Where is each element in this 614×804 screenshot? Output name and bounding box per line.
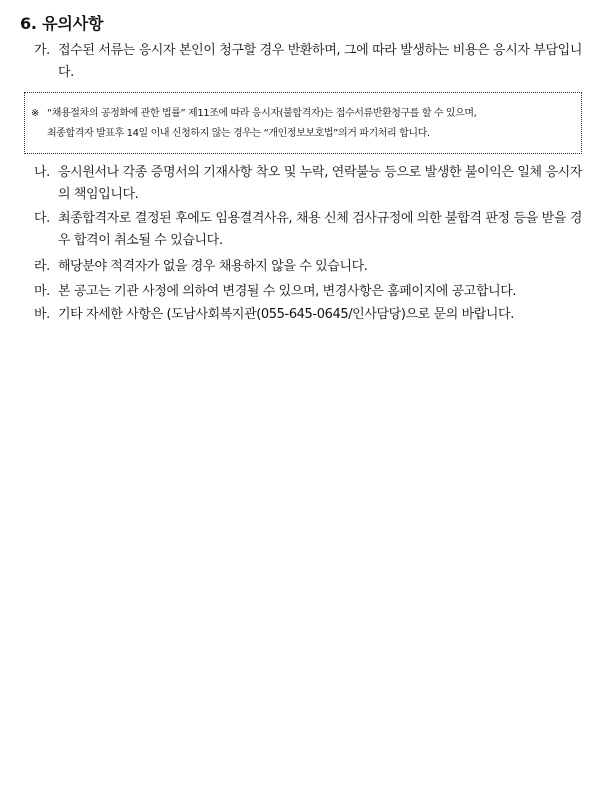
notice-item-ga bbox=[34, 40, 582, 84]
item-text: 접수된 서류는 응시자 본인이 청구할 경우 반환하며, 그에 따라 발생하는 비용은 응시자 부담입니다. bbox=[58, 43, 582, 80]
note-line-1: “채용절차의 공정화에 관한 법률” 제11조에 따라 응시자(불합격자)는 접수서류반환청구를 할 수 있으며, bbox=[47, 108, 477, 119]
item-marker: 다. bbox=[34, 211, 50, 226]
notice-item-ma bbox=[34, 281, 582, 303]
item-text: 응시원서나 각종 증명서의 기재사항 착오 및 누락, 연락불능 등으로 발생한 불이익은 일체 응시자의 책임입니다. bbox=[58, 165, 582, 202]
item-text: 본 공고는 기관 사정에 의하여 변경될 수 있으며, 변경사항은 홈페이지에 공고합니다. bbox=[58, 284, 517, 299]
notice-item-da bbox=[34, 208, 582, 252]
item-text: 기타 자세한 사항은 (도남사회복지관(055-645-0645/인사담당)으로 문의 바랍니다. bbox=[58, 307, 514, 322]
item-marker: 나. bbox=[34, 165, 50, 180]
item-marker: 라. bbox=[34, 259, 50, 274]
note-box bbox=[24, 92, 582, 154]
item-text: 해당분야 적격자가 없을 경우 채용하지 않을 수 있습니다. bbox=[58, 259, 368, 274]
item-marker: 마. bbox=[34, 284, 50, 299]
item-marker: 바. bbox=[34, 307, 50, 322]
notice-item-na bbox=[34, 162, 582, 206]
item-marker: 가. bbox=[34, 43, 50, 58]
note-line-2: 최종합격자 발표후 14일 이내 신청하지 않는 경우는 “개인정보보호법”의거 파기처리 합니다. bbox=[47, 128, 430, 139]
note-marker: ※ bbox=[31, 108, 39, 119]
notice-item-ra bbox=[34, 256, 582, 278]
item-text: 최종합격자로 결정된 후에도 임용결격사유, 채용 신체 검사규정에 의한 불합격 판정 등을 받을 경우 합격이 취소될 수 있습니다. bbox=[58, 211, 582, 248]
notice-item-ba bbox=[34, 304, 582, 326]
section-title: 6. 유의사항 bbox=[20, 14, 104, 33]
